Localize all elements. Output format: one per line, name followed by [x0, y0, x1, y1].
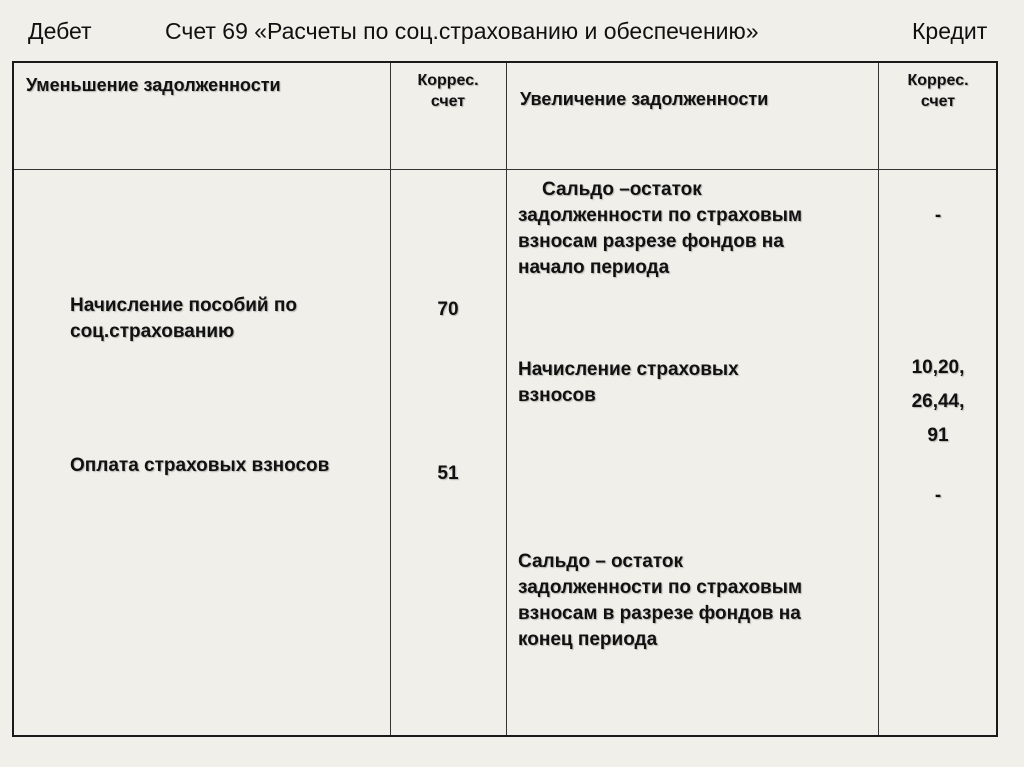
credit-entry-2-corr-line3: 91 — [927, 425, 949, 446]
header-corr-left-line2: счет — [430, 92, 466, 110]
credit-entry-2-corr — [878, 351, 998, 453]
debit-entry-1-line2: соц.страхованию — [70, 321, 235, 342]
credit-entry-closing-balance — [518, 549, 802, 653]
credit-entry-2-corr-line2: 26,44, — [911, 391, 965, 412]
credit-entry-1-line4: начало периода — [518, 257, 670, 278]
credit-entry-3-line4: конец периода — [518, 629, 658, 650]
header-corr-right-line1: Коррес. — [907, 72, 969, 89]
credit-entry-3-line3: взносам в разрезе фондов на — [518, 603, 801, 624]
column-divider — [390, 63, 391, 735]
credit-entry-1-corr: - — [934, 205, 942, 226]
header-increase: Увеличение задолженности — [520, 89, 769, 109]
account-title: Счет 69 «Расчеты по соц.страхованию и обеспечению» — [165, 18, 759, 44]
header-corr-left — [390, 71, 506, 113]
credit-entry-3-corr: - — [934, 485, 942, 506]
credit-entry-opening-balance — [518, 177, 802, 281]
credit-entry-1-line2: задолженности по страховым — [518, 205, 803, 226]
debit-entry-1-corr: 70 — [437, 299, 459, 320]
credit-entry-1-line3: взносам разрезе фондов на — [518, 231, 784, 252]
debit-entry-1 — [70, 293, 297, 345]
credit-entry-2-line2: взносов — [518, 385, 596, 406]
debit-entry-2: Оплата страховых взносов — [70, 455, 330, 476]
header-divider — [14, 169, 996, 170]
header-corr-right-line2: счет — [920, 92, 956, 110]
debit-entry-1-line1: Начисление пособий по — [70, 295, 297, 316]
credit-entry-3-line1: Сальдо – остаток — [518, 551, 684, 572]
header-corr-left-line1: Коррес. — [417, 72, 479, 89]
t-account-table — [12, 61, 998, 737]
credit-label: Кредит — [912, 18, 988, 44]
credit-entry-accrual — [518, 357, 739, 409]
header-corr-right — [878, 71, 998, 113]
header-decrease: Уменьшение задолженности — [26, 75, 281, 95]
credit-entry-1-line1: Сальдо –остаток — [542, 179, 702, 200]
slide-title — [0, 18, 1024, 54]
debit-label: Дебет — [28, 18, 92, 44]
column-divider — [506, 63, 507, 735]
credit-entry-3-line2: задолженности по страховым — [518, 577, 803, 598]
credit-entry-2-line1: Начисление страховых — [518, 359, 739, 380]
credit-entry-2-corr-line1: 10,20, — [911, 357, 965, 378]
debit-entry-2-corr: 51 — [437, 463, 459, 484]
